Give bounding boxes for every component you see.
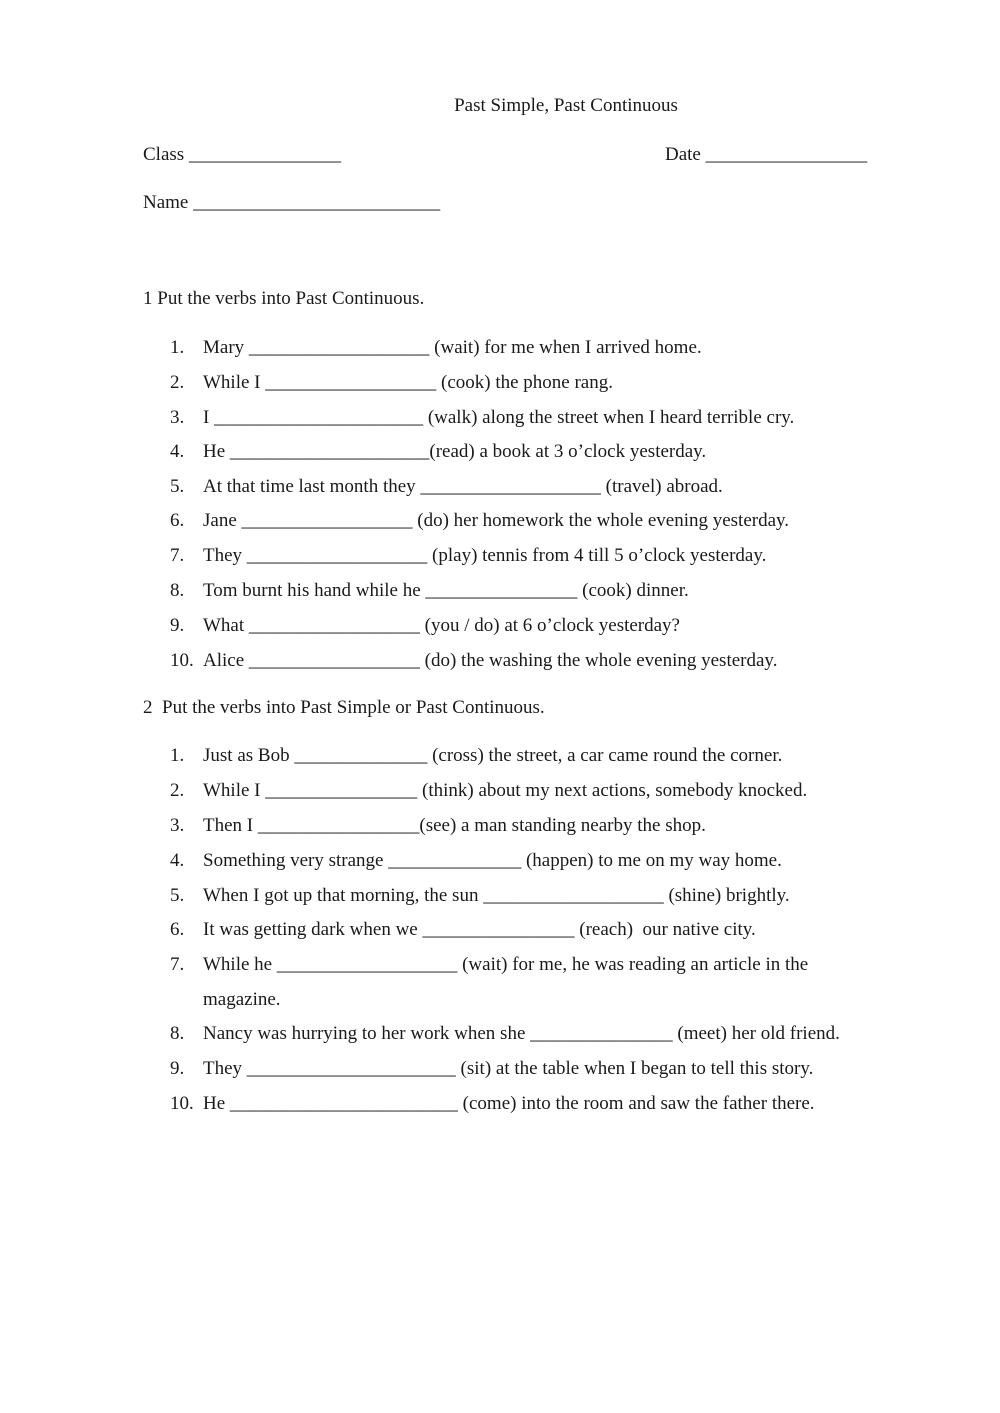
section-2-item-1 bbox=[170, 745, 782, 767]
section-1-item-4 bbox=[170, 441, 706, 463]
item-text[interactable]: They ___________________ (play) tennis from 4 till 5 o’clock yesterday. bbox=[203, 545, 767, 566]
item-text[interactable]: Then I _________________(see) a man standing nearby the shop. bbox=[203, 815, 706, 836]
section-1-item-10 bbox=[170, 650, 777, 672]
item-text[interactable]: Alice __________________ (do) the washing the whole evening yesterday. bbox=[203, 650, 778, 671]
item-number: 7. bbox=[170, 545, 185, 566]
date-label: Date bbox=[665, 144, 701, 165]
item-text[interactable]: Mary ___________________ (wait) for me when I arrived home. bbox=[203, 337, 702, 358]
worksheet-title: Past Simple, Past Continuous bbox=[454, 95, 678, 116]
section-2-item-6 bbox=[170, 919, 756, 941]
item-text[interactable]: I ______________________ (walk) along the street when I heard terrible cry. bbox=[203, 407, 795, 428]
item-number: 8. bbox=[170, 580, 185, 601]
section-2-item-10 bbox=[170, 1093, 815, 1115]
item-text[interactable]: They ______________________ (sit) at the table when I began to tell this story. bbox=[203, 1058, 814, 1079]
section-1-item-6 bbox=[170, 510, 789, 532]
item-text[interactable]: Just as Bob ______________ (cross) the street, a car came round the corner. bbox=[203, 745, 783, 766]
item-text[interactable]: Jane __________________ (do) her homework the whole evening yesterday. bbox=[203, 510, 790, 531]
section-2-heading: 2 Put the verbs into Past Simple or Past Continuous. bbox=[143, 697, 545, 718]
section-1-item-5 bbox=[170, 476, 723, 498]
section-1-item-2 bbox=[170, 372, 613, 394]
item-text[interactable]: Tom burnt his hand while he ________________ (cook) dinner. bbox=[203, 580, 689, 601]
item-number: 2. bbox=[170, 372, 185, 393]
item-number: 5. bbox=[170, 476, 185, 497]
section-2-item-2 bbox=[170, 780, 807, 802]
name-field bbox=[143, 192, 440, 214]
item-number: 8. bbox=[170, 1023, 185, 1044]
section-2-item-5 bbox=[170, 885, 790, 907]
class-label: Class bbox=[143, 144, 185, 165]
date-blank[interactable]: _________________ bbox=[705, 144, 868, 165]
item-number: 1. bbox=[170, 337, 185, 358]
item-number: 10. bbox=[170, 650, 194, 671]
date-field bbox=[665, 144, 867, 166]
item-number: 4. bbox=[170, 850, 185, 871]
item-text[interactable]: It was getting dark when we ________________ (reach) our native city. bbox=[203, 919, 756, 940]
item-number: 4. bbox=[170, 441, 185, 462]
item-text[interactable]: While he ___________________ (wait) for me, he was reading an article in the bbox=[203, 954, 809, 975]
item-text[interactable]: While I __________________ (cook) the phone rang. bbox=[203, 372, 613, 393]
class-blank[interactable]: ________________ bbox=[188, 144, 341, 165]
name-label: Name bbox=[143, 192, 189, 213]
item-number: 3. bbox=[170, 407, 185, 428]
item-text[interactable]: He ________________________ (come) into the room and saw the father there. bbox=[203, 1093, 815, 1114]
section-2-item-4 bbox=[170, 850, 782, 872]
item-text[interactable]: While I ________________ (think) about my next actions, somebody knocked. bbox=[203, 780, 808, 801]
item-number: 9. bbox=[170, 615, 185, 636]
item-number: 6. bbox=[170, 919, 185, 940]
section-2-item-3 bbox=[170, 815, 706, 837]
item-number: 2. bbox=[170, 780, 185, 801]
section-2-item-8 bbox=[170, 1023, 840, 1045]
section-2-item-7 bbox=[170, 954, 808, 1011]
item-text-continued: magazine. bbox=[203, 989, 281, 1010]
item-text[interactable]: What __________________ (you / do) at 6 o’clock yesterday? bbox=[203, 615, 680, 636]
item-number: 3. bbox=[170, 815, 185, 836]
item-number: 6. bbox=[170, 510, 185, 531]
name-blank[interactable]: __________________________ bbox=[193, 192, 441, 213]
section-2-item-9 bbox=[170, 1058, 813, 1080]
item-number: 7. bbox=[170, 954, 185, 975]
item-number: 9. bbox=[170, 1058, 185, 1079]
section-1-item-8 bbox=[170, 580, 689, 602]
item-text[interactable]: When I got up that morning, the sun ___________________ (shine) brightly. bbox=[203, 885, 790, 906]
section-1-item-9 bbox=[170, 615, 680, 637]
item-text[interactable]: At that time last month they ___________________ (travel) abroad. bbox=[203, 476, 723, 497]
section-1-item-3 bbox=[170, 407, 794, 429]
section-1-heading: 1 Put the verbs into Past Continuous. bbox=[143, 288, 425, 309]
item-text[interactable]: He _____________________(read) a book at 3 o’clock yesterday. bbox=[203, 441, 707, 462]
item-number: 1. bbox=[170, 745, 185, 766]
item-number: 5. bbox=[170, 885, 185, 906]
item-text[interactable]: Something very strange ______________ (happen) to me on my way home. bbox=[203, 850, 782, 871]
class-field bbox=[143, 144, 341, 166]
item-text[interactable]: Nancy was hurrying to her work when she _______________ (meet) her old friend. bbox=[203, 1023, 840, 1044]
section-1-item-1 bbox=[170, 337, 702, 359]
section-1-item-7 bbox=[170, 545, 766, 567]
item-number: 10. bbox=[170, 1093, 194, 1114]
